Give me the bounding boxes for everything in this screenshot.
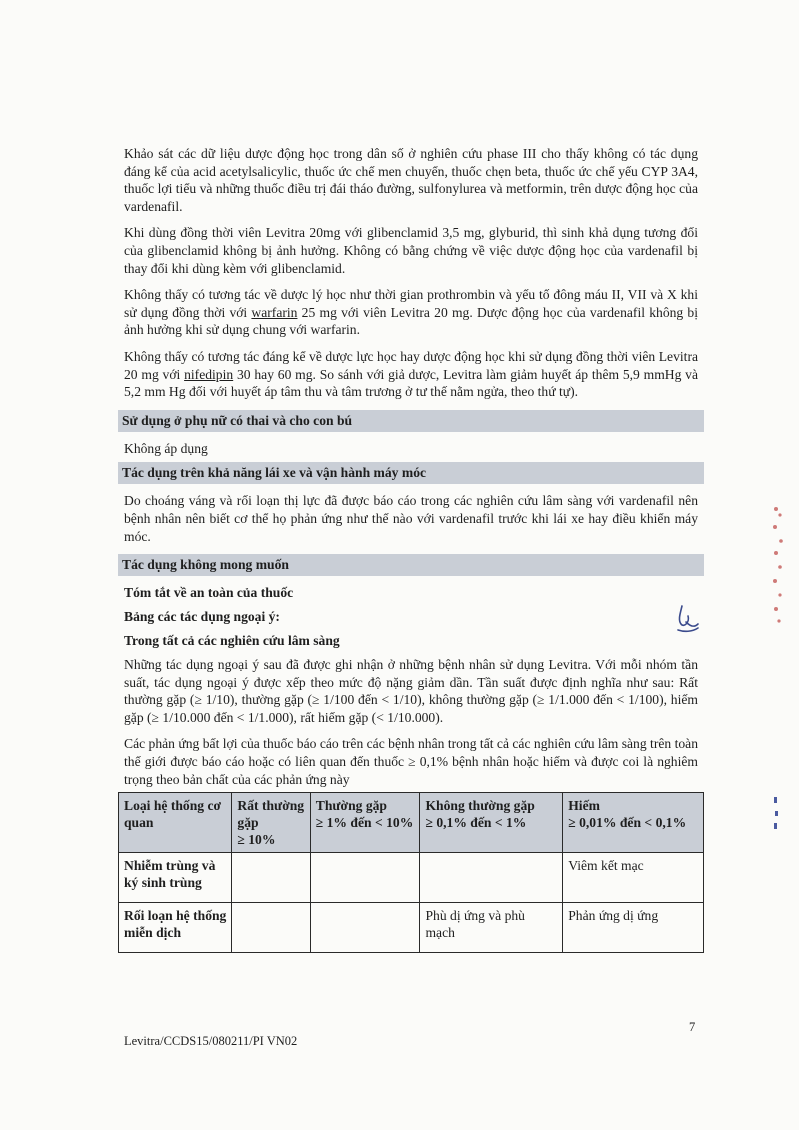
paragraph-driving: Do choáng váng và rối loạn thị lực đã được báo cáo trong các nghiên cứu lâm sàng với vardenafil nên bệnh nhân nên biết cơ thể họ phản ứng như thế nào với vardenafil trước khi lái xe hay điều khiển máy móc. <box>124 493 698 544</box>
paragraph-nifedipin <box>124 348 698 401</box>
paragraph-frequency-definition: Những tác dụng ngoại ý sau đã được ghi nhận ở những bệnh nhân sử dụng Levitra. Với mỗi nhóm tần suất, tác dụng ngoại ý được xếp theo mức độ nặng giảm dần. Tần suất được định nghĩa như sau: Rất thường gặp (≥ 1/10), thường gặp (≥ 1/100 đến < 1/10), không thường gặp (≥ 1/1.000 đến < 1/100), hiếm gặp (≥ 1/10.000 đến < 1/1.000), rất hiếm gặp (< 1/10.000). <box>124 657 698 725</box>
edge-marks <box>768 795 784 835</box>
cell-uncommon <box>420 853 563 903</box>
paragraph-adverse-reactions: Các phản ứng bất lợi của thuốc báo cáo trên các bệnh nhân trong tất cả các nghiên cứu lâm sàng trên toàn thế giới được báo cáo hoặc có liên quan đến thuốc ≥ 0,1% bệnh nhân hoặc hiếm và được coi là nghiêm trọng theo bản chất của các phản ứng này <box>124 736 698 787</box>
footer-doc-code: Levitra/CCDS15/080211/PI VN02 <box>124 1034 298 1048</box>
table-row <box>119 903 704 953</box>
cell-common <box>310 903 420 953</box>
cell-rare: Viêm kết mạc <box>563 853 704 903</box>
header-organ: Loại hệ thống cơ quan <box>119 793 232 853</box>
table-row <box>119 853 704 903</box>
cell-uncommon: Phù dị ứng và phù mạch <box>420 903 563 953</box>
table-header-row <box>119 793 704 853</box>
paragraph-warfarin <box>124 286 698 339</box>
handwritten-initials-mark <box>672 602 702 636</box>
paragraph-warfarin-b: 25 mg với viên Levitra 20 mg. Dược động học của vardenafil không bị ảnh hưởng khi sử dụng chung với warfarin. <box>124 304 698 338</box>
header-very-common: Rất thường gặp ≥ 10% <box>232 793 310 853</box>
warfarin-link[interactable]: warfarin <box>251 304 298 320</box>
paragraph-pharmacokinetics: Khảo sát các dữ liệu dược động học trong dân số ở nghiên cứu phase III cho thấy không có tác dụng đáng kể của acid acetylsalicylic, thuốc ức chế men chuyển, thuốc chẹn beta, thuốc ức chế yếu CYP 3A4, thuốc lợi tiểu và những thuốc điều trị đái tháo đường, sulfonylurea và metformin, trên dược động học của vardenafil. <box>124 146 698 214</box>
heading-all-studies: Trong tất cả các nghiên cứu lâm sàng <box>124 633 340 649</box>
cell-very-common <box>232 853 310 903</box>
cell-organ: Nhiễm trùng và ký sinh trùng <box>119 853 232 903</box>
cell-common <box>310 853 420 903</box>
header-common: Thường gặp ≥ 1% đến < 10% <box>310 793 420 853</box>
paragraph-pregnancy: Không áp dụng <box>124 440 208 456</box>
section-heading-driving: Tác dụng trên khả năng lái xe và vận hành máy móc <box>118 462 704 484</box>
heading-adverse-table: Bảng các tác dụng ngoại ý: <box>124 609 280 625</box>
adverse-effects-table <box>118 792 704 953</box>
header-uncommon: Không thường gặp ≥ 0,1% đến < 1% <box>420 793 563 853</box>
header-rare: Hiếm ≥ 0,01% đến < 0,1% <box>563 793 704 853</box>
heading-safety-summary: Tóm tắt về an toàn của thuốc <box>124 585 294 601</box>
paragraph-warfarin-a: Không thấy có tương tác về dược lý học như thời gian prothrombin và yếu tố đông máu II, VII và X khi sử dụng đồng thời với <box>124 287 698 320</box>
page-content <box>124 145 698 953</box>
nifedipin-link[interactable]: nifedipin <box>184 366 234 382</box>
section-heading-adverse-effects: Tác dụng không mong muốn <box>118 554 704 576</box>
paragraph-nifedipin-a: Không thấy có tương tác đáng kể về dược lực học hay dược động học khi sử dụng đồng thời viên Levitra 20 mg với <box>124 348 698 382</box>
cell-rare: Phản ứng dị ứng <box>563 903 704 953</box>
footer-page-number: 7 <box>689 1020 696 1034</box>
cell-very-common <box>232 903 310 953</box>
cell-organ: Rối loạn hệ thống miễn dịch <box>119 903 232 953</box>
paragraph-nifedipin-b: 30 hay 60 mg. So sánh với giả dược, Levitra làm giảm huyết áp thêm 5,9 mmHg và 5,2 mm Hg đối với huyết áp tâm thu và tâm trương ở tư thế nằm ngửa, theo thứ tự). <box>124 366 698 400</box>
section-heading-pregnancy: Sử dụng ở phụ nữ có thai và cho con bú <box>118 410 704 432</box>
stamp-fragment-mark <box>762 495 792 635</box>
paragraph-glibenclamid: Khi dùng đồng thời viên Levitra 20mg với glibenclamid 3,5 mg, glyburid, thì sinh khả dụng tương đối của glibenclamid không bị ảnh hưởng. Không có bằng chứng về việc dược động học của vardenafil bị thay đổi khi dùng kèm với glibenclamid. <box>124 225 698 276</box>
